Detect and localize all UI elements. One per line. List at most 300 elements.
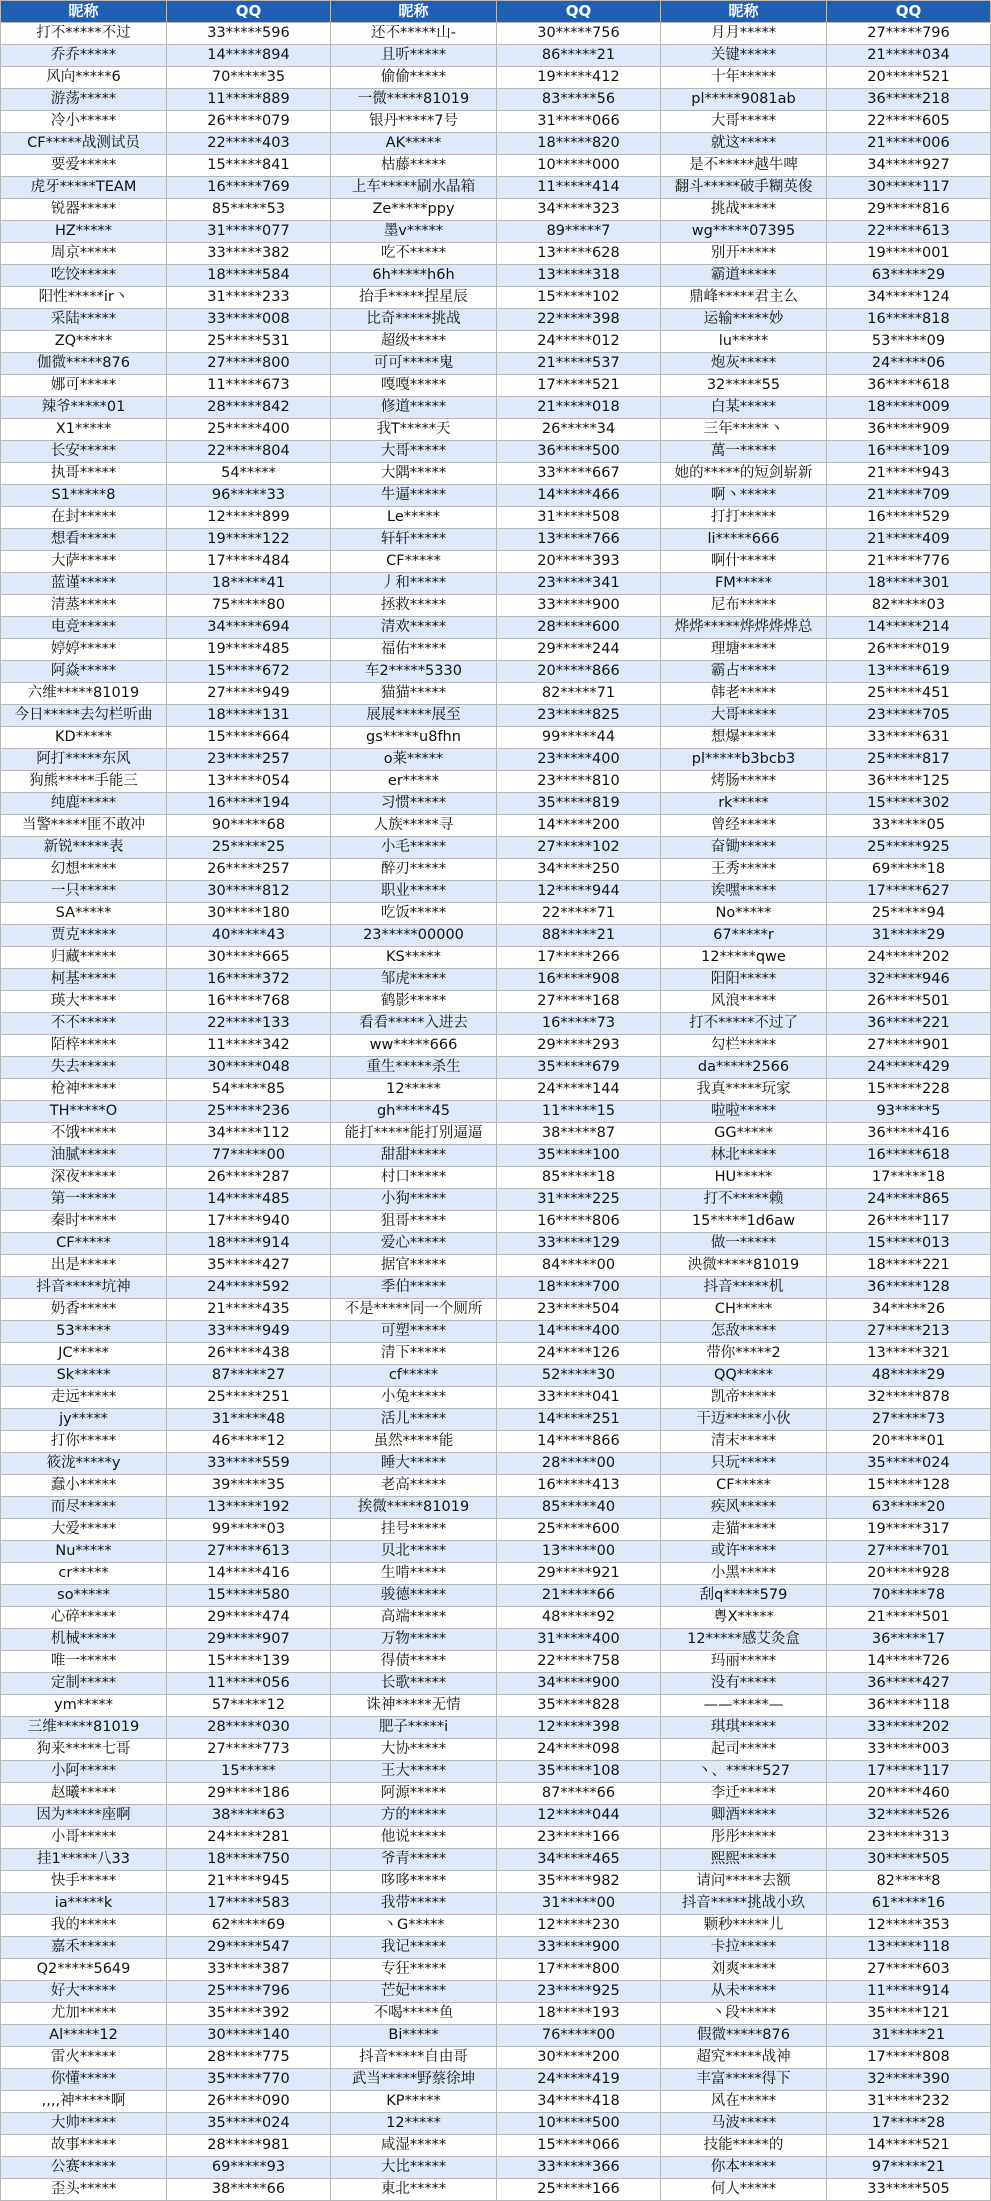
nickname-cell: 她的*****的短剑崭新: [661, 463, 827, 485]
nickname-cell: 得债*****: [331, 1651, 497, 1673]
qq-cell: 15*****228: [827, 1079, 991, 1101]
nickname-cell: 32*****55: [661, 375, 827, 397]
qq-cell: 18*****700: [497, 1277, 661, 1299]
qq-cell: 14*****251: [497, 1409, 661, 1431]
nickname-cell: 何人*****: [661, 2179, 827, 2201]
nickname-cell: 职业*****: [331, 881, 497, 903]
qq-cell: 15*****128: [827, 1475, 991, 1497]
qq-cell: 69*****18: [827, 859, 991, 881]
nickname-cell: 生啃*****: [331, 1563, 497, 1585]
nickname-cell: 且听*****: [331, 45, 497, 67]
table-row: [1, 1651, 991, 1673]
nickname-cell: 婷婷*****: [1, 639, 167, 661]
qq-cell: 14*****200: [497, 815, 661, 837]
nickname-cell: KD*****: [1, 727, 167, 749]
qq-cell: 70*****78: [827, 1585, 991, 1607]
qq-cell: 25*****451: [827, 683, 991, 705]
qq-cell: 33*****387: [167, 1959, 331, 1981]
qq-cell: 24*****126: [497, 1343, 661, 1365]
nickname-cell: 大哥*****: [661, 705, 827, 727]
qq-cell: 22*****398: [497, 309, 661, 331]
nickname-cell: 牛逼*****: [331, 485, 497, 507]
nickname-cell: 超究*****战神: [661, 2047, 827, 2069]
nickname-cell: X1*****: [1, 419, 167, 441]
nickname-cell: 不是*****同一个厕所: [331, 1299, 497, 1321]
nickname-cell: 抬手*****捏星辰: [331, 287, 497, 309]
qq-cell: 27*****613: [167, 1541, 331, 1563]
qq-cell: 33*****05: [827, 815, 991, 837]
nickname-cell: 月月*****: [661, 23, 827, 45]
qq-cell: 28*****00: [497, 1453, 661, 1475]
qq-cell: 16*****413: [497, 1475, 661, 1497]
nickname-cell: KP*****: [331, 2091, 497, 2113]
qq-cell: 57*****12: [167, 1695, 331, 1717]
nickname-cell: 啊丶*****: [661, 485, 827, 507]
nickname-cell: 琪琪*****: [661, 1717, 827, 1739]
header-row: [1, 1, 991, 23]
qq-cell: 34*****927: [827, 155, 991, 177]
nickname-cell: 雷火*****: [1, 2047, 167, 2069]
table-row: [1, 1013, 991, 1035]
qq-cell: 15*****672: [167, 661, 331, 683]
nickname-cell: Bi*****: [331, 2025, 497, 2047]
qq-cell: 15*****664: [167, 727, 331, 749]
nickname-cell: 运输*****妙: [661, 309, 827, 331]
table-row: [1, 1607, 991, 1629]
table-row: [1, 925, 991, 947]
qq-cell: 28*****775: [167, 2047, 331, 2069]
table-row: [1, 1123, 991, 1145]
nickname-cell: 小狗*****: [331, 1189, 497, 1211]
nickname-cell: 小毛*****: [331, 837, 497, 859]
qq-cell: 30*****117: [827, 177, 991, 199]
table-row: [1, 67, 991, 89]
qq-cell: 90*****68: [167, 815, 331, 837]
nickname-cell: ,,,,神*****啊: [1, 2091, 167, 2113]
nickname-cell: 一微*****81019: [331, 89, 497, 111]
qq-cell: 29*****547: [167, 1937, 331, 1959]
nickname-cell: 粤X*****: [661, 1607, 827, 1629]
nickname-cell: 深夜*****: [1, 1167, 167, 1189]
nickname-cell: SA*****: [1, 903, 167, 925]
nickname-cell: 嘉禾*****: [1, 1937, 167, 1959]
qq-cell: 33*****003: [827, 1739, 991, 1761]
table-row: [1, 903, 991, 925]
qq-cell: 21*****006: [827, 133, 991, 155]
nickname-cell: 机械*****: [1, 1629, 167, 1651]
nickname-cell: 鹤影*****: [331, 991, 497, 1013]
table-row: [1, 1101, 991, 1123]
qq-cell: 82*****71: [497, 683, 661, 705]
qq-cell: 15*****841: [167, 155, 331, 177]
table-row: [1, 1189, 991, 1211]
qq-cell: 19*****317: [827, 1519, 991, 1541]
qq-cell: 27*****603: [827, 1959, 991, 1981]
qq-cell: 26*****501: [827, 991, 991, 1013]
nickname-cell: 12*****感艾灸盒: [661, 1629, 827, 1651]
qq-cell: 24*****592: [167, 1277, 331, 1299]
table-row: [1, 551, 991, 573]
qq-cell: 29*****907: [167, 1629, 331, 1651]
nickname-cell: 翻斗*****破手糊英俊: [661, 177, 827, 199]
nickname-cell: 小哥*****: [1, 1827, 167, 1849]
nickname-cell: 韩老*****: [661, 683, 827, 705]
nickname-cell: 打不*****不过了: [661, 1013, 827, 1035]
qq-cell: 39*****35: [167, 1475, 331, 1497]
header-nickname-1: 昵称: [1, 1, 167, 23]
nickname-cell: 诛神*****无情: [331, 1695, 497, 1717]
qq-cell: 33*****366: [497, 2157, 661, 2179]
qq-cell: 23*****925: [497, 1981, 661, 2003]
nickname-cell: 关键*****: [661, 45, 827, 67]
nickname-cell: 是不*****越牛啤: [661, 155, 827, 177]
qq-cell: 11*****889: [167, 89, 331, 111]
nickname-cell: 福佑*****: [331, 639, 497, 661]
nickname-cell: 67*****r: [661, 925, 827, 947]
table-row: [1, 1255, 991, 1277]
qq-cell: 30*****180: [167, 903, 331, 925]
table-row: [1, 881, 991, 903]
nickname-cell: 狗熊*****手能三: [1, 771, 167, 793]
nickname-cell: 歪头*****: [1, 2179, 167, 2201]
qq-cell: 33*****631: [827, 727, 991, 749]
qq-cell: 12*****230: [497, 1915, 661, 1937]
nickname-cell: 丶段*****: [661, 2003, 827, 2025]
qq-cell: 35*****024: [827, 1453, 991, 1475]
qq-cell: 31*****21: [827, 2025, 991, 2047]
table-row: [1, 727, 991, 749]
qq-cell: 17*****940: [167, 1211, 331, 1233]
qq-cell: 26*****287: [167, 1167, 331, 1189]
nickname-cell: 芒妃*****: [331, 1981, 497, 2003]
nickname-cell: 萬一*****: [661, 441, 827, 463]
nickname-cell: 走猫*****: [661, 1519, 827, 1541]
nickname-cell: 甜甜*****: [331, 1145, 497, 1167]
qq-cell: 26*****117: [827, 1211, 991, 1233]
qq-cell: 31*****225: [497, 1189, 661, 1211]
nickname-cell: 尼布*****: [661, 595, 827, 617]
qq-cell: 29*****816: [827, 199, 991, 221]
qq-cell: 20*****928: [827, 1563, 991, 1585]
qq-cell: 15*****102: [497, 287, 661, 309]
nickname-cell: 咸湿*****: [331, 2135, 497, 2157]
nickname-cell: 阳性*****ir丶: [1, 287, 167, 309]
nickname-cell: 看看*****入进去: [331, 1013, 497, 1035]
qq-cell: 27*****796: [827, 23, 991, 45]
qq-cell: 35*****679: [497, 1057, 661, 1079]
qq-cell: 14*****521: [827, 2135, 991, 2157]
qq-cell: 30*****812: [167, 881, 331, 903]
nickname-cell: 阿焱*****: [1, 661, 167, 683]
table-row: [1, 45, 991, 67]
nickname-cell: 上车*****刷水晶箱: [331, 177, 497, 199]
qq-cell: 86*****21: [497, 45, 661, 67]
table-row: [1, 1629, 991, 1651]
qq-cell: 14*****214: [827, 617, 991, 639]
qq-cell: 27*****213: [827, 1321, 991, 1343]
nickname-cell: so*****: [1, 1585, 167, 1607]
nickname-cell: 陌梓*****: [1, 1035, 167, 1057]
qq-cell: 27*****901: [827, 1035, 991, 1057]
qq-cell: 29*****921: [497, 1563, 661, 1585]
qq-cell: 27*****701: [827, 1541, 991, 1563]
qq-cell: 14*****894: [167, 45, 331, 67]
qq-cell: 17*****484: [167, 551, 331, 573]
qq-cell: 24*****281: [167, 1827, 331, 1849]
qq-cell: 28*****842: [167, 397, 331, 419]
table-row: [1, 309, 991, 331]
nickname-cell: 风浪*****: [661, 991, 827, 1013]
qq-cell: 13*****054: [167, 771, 331, 793]
qq-cell: 17*****266: [497, 947, 661, 969]
qq-cell: 27*****102: [497, 837, 661, 859]
nickname-cell: 六维*****81019: [1, 683, 167, 705]
qq-cell: 48*****92: [497, 1607, 661, 1629]
qq-cell: 36*****218: [827, 89, 991, 111]
nickname-cell: 蠢小*****: [1, 1475, 167, 1497]
table-row: [1, 1387, 991, 1409]
qq-cell: 15*****580: [167, 1585, 331, 1607]
nickname-cell: 12*****: [331, 2113, 497, 2135]
qq-cell: 21*****943: [827, 463, 991, 485]
nickname-cell: 大隅*****: [331, 463, 497, 485]
qq-cell: 96*****33: [167, 485, 331, 507]
nickname-cell: 23*****00000: [331, 925, 497, 947]
nickname-cell: 曾经*****: [661, 815, 827, 837]
table-row: [1, 2047, 991, 2069]
qq-cell: 93*****5: [827, 1101, 991, 1123]
qq-cell: 36*****416: [827, 1123, 991, 1145]
nickname-cell: pl*****b3bcb3: [661, 749, 827, 771]
nickname-cell: o莱*****: [331, 749, 497, 771]
qq-cell: 35*****819: [497, 793, 661, 815]
table-row: [1, 1343, 991, 1365]
qq-cell: 15*****302: [827, 793, 991, 815]
nickname-cell: 打打*****: [661, 507, 827, 529]
table-row: [1, 353, 991, 375]
nickname-cell: 抖音*****挑战小玖: [661, 1893, 827, 1915]
qq-cell: 18*****820: [497, 133, 661, 155]
nickname-cell: 他说*****: [331, 1827, 497, 1849]
table-row: [1, 463, 991, 485]
nickname-cell: No*****: [661, 903, 827, 925]
nickname-cell: GG*****: [661, 1123, 827, 1145]
nickname-cell: 挨微*****81019: [331, 1497, 497, 1519]
qq-cell: 20*****393: [497, 551, 661, 573]
qq-cell: 18*****009: [827, 397, 991, 419]
nickname-cell: 爷青*****: [331, 1849, 497, 1871]
nickname-cell: li*****666: [661, 529, 827, 551]
qq-cell: 53*****09: [827, 331, 991, 353]
qq-cell: 33*****129: [497, 1233, 661, 1255]
table-row: [1, 1981, 991, 2003]
table-row: [1, 1827, 991, 1849]
nickname-cell: da*****2566: [661, 1057, 827, 1079]
nickname-cell: 阿打*****东风: [1, 749, 167, 771]
qq-cell: 28*****030: [167, 1717, 331, 1739]
nickname-cell: 阳阳*****: [661, 969, 827, 991]
qq-cell: 34*****112: [167, 1123, 331, 1145]
nickname-cell: 鼎峰*****君主么: [661, 287, 827, 309]
qq-cell: 35*****100: [497, 1145, 661, 1167]
qq-cell: 15*****066: [497, 2135, 661, 2157]
table-row: [1, 1321, 991, 1343]
table-row: [1, 1959, 991, 1981]
qq-cell: 36*****618: [827, 375, 991, 397]
nickname-cell: 比奇*****挑战: [331, 309, 497, 331]
qq-cell: 82*****8: [827, 1871, 991, 1893]
table-row: [1, 441, 991, 463]
qq-cell: 21*****709: [827, 485, 991, 507]
table-row: [1, 1453, 991, 1475]
nickname-cell: 刮q*****579: [661, 1585, 827, 1607]
qq-cell: 36*****909: [827, 419, 991, 441]
nickname-cell: 東北*****: [331, 2179, 497, 2201]
table-row: [1, 243, 991, 265]
qq-cell: 87*****27: [167, 1365, 331, 1387]
table-row: [1, 1937, 991, 1959]
nickname-cell: 林北*****: [661, 1145, 827, 1167]
table-row: [1, 1475, 991, 1497]
qq-cell: 70*****35: [167, 67, 331, 89]
qq-cell: 21*****537: [497, 353, 661, 375]
qq-cell: 15*****: [167, 1761, 331, 1783]
qq-cell: 26*****438: [167, 1343, 331, 1365]
qq-cell: 33*****596: [167, 23, 331, 45]
nickname-cell: 好大*****: [1, 1981, 167, 2003]
qq-cell: 35*****121: [827, 2003, 991, 2025]
nickname-cell: 不饿*****: [1, 1123, 167, 1145]
nickname-cell: 风向*****6: [1, 67, 167, 89]
qq-cell: 25*****600: [497, 1519, 661, 1541]
nickname-cell: 王大*****: [331, 1761, 497, 1783]
qq-cell: 12*****398: [497, 1717, 661, 1739]
nickname-cell: 大帅*****: [1, 2113, 167, 2135]
table-row: [1, 1145, 991, 1167]
qq-cell: 23*****504: [497, 1299, 661, 1321]
nickname-cell: 53*****: [1, 1321, 167, 1343]
nickname-cell: 幻想*****: [1, 859, 167, 881]
nickname-cell: 展展*****展至: [331, 705, 497, 727]
nickname-cell: ——*****—: [661, 1695, 827, 1717]
nickname-cell: 乔乔*****: [1, 45, 167, 67]
nickname-cell: 颗秒*****儿: [661, 1915, 827, 1937]
qq-cell: 35*****024: [167, 2113, 331, 2135]
nickname-cell: AK*****: [331, 133, 497, 155]
nickname-cell: 超级*****: [331, 331, 497, 353]
qq-cell: 11*****15: [497, 1101, 661, 1123]
nickname-cell: 卿酒*****: [661, 1805, 827, 1827]
qq-cell: 18*****41: [167, 573, 331, 595]
qq-cell: 19*****412: [497, 67, 661, 89]
nickname-cell: CF*****战测试员: [1, 133, 167, 155]
qq-cell: 25*****94: [827, 903, 991, 925]
nickname-cell: Le*****: [331, 507, 497, 529]
nickname-cell: 不喝*****鱼: [331, 2003, 497, 2025]
nickname-cell: 大比*****: [331, 2157, 497, 2179]
nickname-cell: 烤肠*****: [661, 771, 827, 793]
table-row: [1, 1409, 991, 1431]
nickname-cell: 我的*****: [1, 1915, 167, 1937]
table-row: [1, 177, 991, 199]
qq-cell: 24*****06: [827, 353, 991, 375]
nickname-cell: 采陆*****: [1, 309, 167, 331]
nickname-cell: 熙熙*****: [661, 1849, 827, 1871]
nickname-cell: 我带*****: [331, 1893, 497, 1915]
qq-cell: 13*****321: [827, 1343, 991, 1365]
qq-cell: 18*****131: [167, 705, 331, 727]
nickname-cell: 失去*****: [1, 1057, 167, 1079]
table-row: [1, 1057, 991, 1079]
nickname-cell: ww*****666: [331, 1035, 497, 1057]
qq-cell: 16*****818: [827, 309, 991, 331]
qq-cell: 35*****392: [167, 2003, 331, 2025]
qq-cell: 18*****584: [167, 265, 331, 287]
table-row: [1, 111, 991, 133]
nickname-cell: 奶香*****: [1, 1299, 167, 1321]
nickname-cell: er*****: [331, 771, 497, 793]
nickname-cell: gh*****45: [331, 1101, 497, 1123]
qq-cell: 19*****001: [827, 243, 991, 265]
qq-cell: 18*****221: [827, 1255, 991, 1277]
nickname-cell: CF*****: [661, 1475, 827, 1497]
qq-cell: 13*****619: [827, 661, 991, 683]
nickname-cell: 老高*****: [331, 1475, 497, 1497]
nickname-cell: 丶G*****: [331, 1915, 497, 1937]
qq-cell: 24*****012: [497, 331, 661, 353]
nickname-cell: 三维*****81019: [1, 1717, 167, 1739]
header-qq-1: QQ: [167, 1, 331, 23]
qq-cell: 82*****03: [827, 595, 991, 617]
qq-cell: 31*****508: [497, 507, 661, 529]
nickname-cell: 枪神*****: [1, 1079, 167, 1101]
qq-cell: 36*****500: [497, 441, 661, 463]
nickname-cell: QQ*****: [661, 1365, 827, 1387]
qq-cell: 24*****419: [497, 2069, 661, 2091]
nickname-cell: 挂1*****八33: [1, 1849, 167, 1871]
qq-cell: 21*****945: [167, 1871, 331, 1893]
qq-cell: 36*****17: [827, 1629, 991, 1651]
qq-cell: 36*****128: [827, 1277, 991, 1299]
nickname-cell: 抖音*****自由哥: [331, 2047, 497, 2069]
nickname-cell: 炮灰*****: [661, 353, 827, 375]
qq-cell: 34*****124: [827, 287, 991, 309]
qq-cell: 20*****01: [827, 1431, 991, 1453]
table-row: [1, 265, 991, 287]
nickname-cell: 纯鹿*****: [1, 793, 167, 815]
qq-cell: 19*****122: [167, 529, 331, 551]
qq-cell: 33*****382: [167, 243, 331, 265]
table-row: [1, 1739, 991, 1761]
nickname-cell: 长安*****: [1, 441, 167, 463]
table-row: [1, 1673, 991, 1695]
qq-cell: 26*****257: [167, 859, 331, 881]
qq-cell: 26*****090: [167, 2091, 331, 2113]
nickname-cell: Ze*****ppy: [331, 199, 497, 221]
qq-cell: 32*****878: [827, 1387, 991, 1409]
qq-cell: 17*****117: [827, 1761, 991, 1783]
table-row: [1, 1695, 991, 1717]
nickname-cell: 想看*****: [1, 529, 167, 551]
table-row: [1, 507, 991, 529]
table-row: [1, 1871, 991, 1893]
qq-cell: 99*****44: [497, 727, 661, 749]
nickname-cell: 第一*****: [1, 1189, 167, 1211]
qq-cell: 18*****301: [827, 573, 991, 595]
nickname-cell: 泱微*****81019: [661, 1255, 827, 1277]
nickname-cell: 醉刃*****: [331, 859, 497, 881]
nickname-cell: 伽微*****876: [1, 353, 167, 375]
